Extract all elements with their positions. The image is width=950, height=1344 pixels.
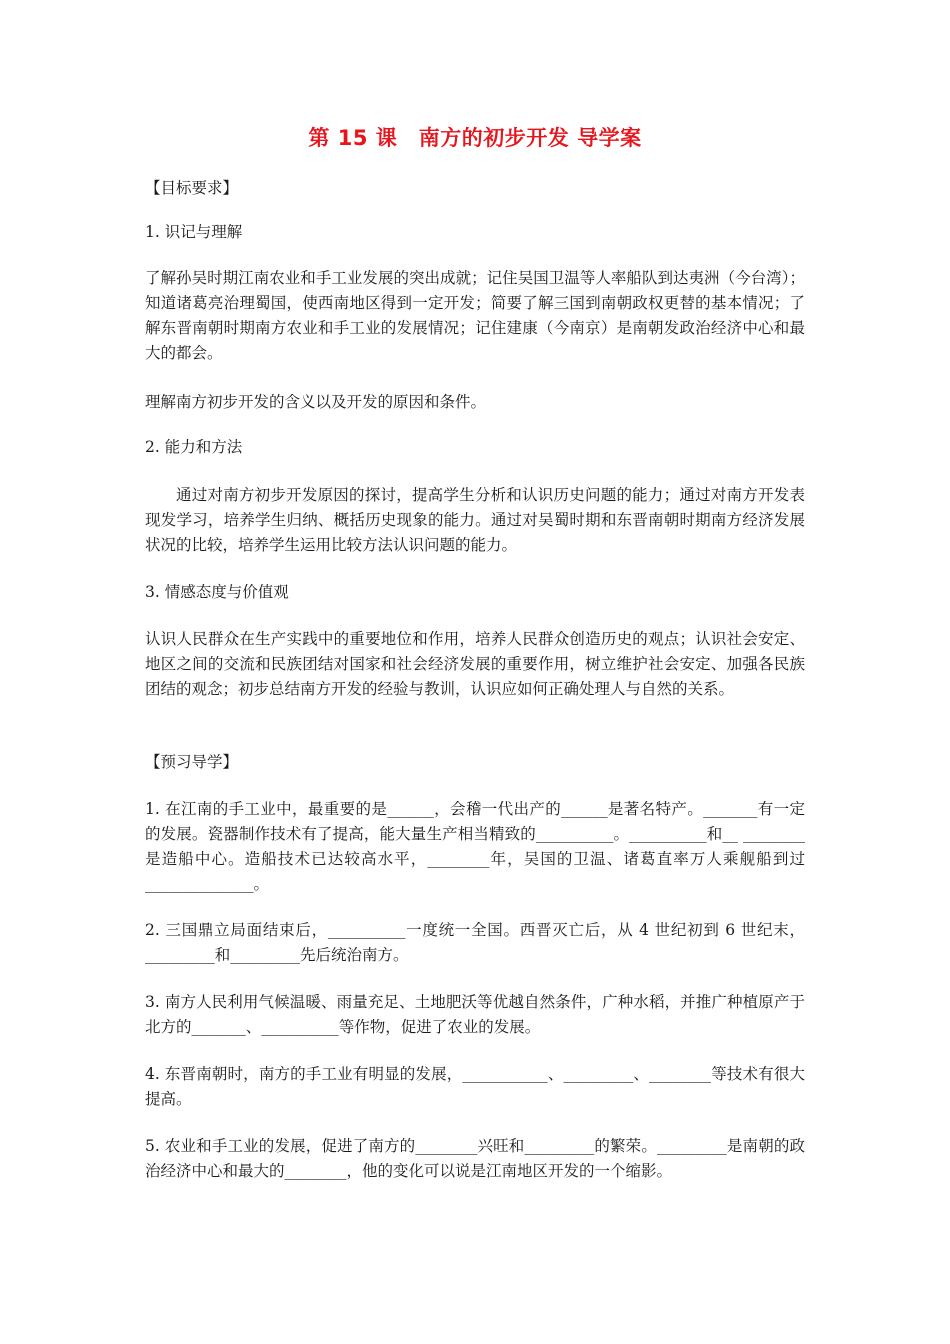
question-3: 3. 南方人民利用气候温暖、雨量充足、土地肥沃等优越自然条件，广种水稻，并推广种植原产于北方的_______、__________等作物，促进了农业的发展。: [145, 993, 805, 1036]
question-2: 2. 三国鼎立局面结束后，__________一度统一全国。西晋灭亡后，从 4 世纪初到 6 世纪末，_________和_________先后统治南方。: [145, 921, 805, 964]
question-5: 5. 农业和手工业的发展，促进了南方的________兴旺和_________的繁荣。_________是南朝的政治经济中心和最大的________，他的变化可以说是江南地区开发的一个缩影。: [145, 1137, 805, 1180]
goal1-heading: 1. 识记与理解: [145, 223, 243, 241]
goal3-paragraph: 认识人民群众在生产实践中的重要地位和作用，培养人民群众创造历史的观点；认识社会安定、地区之间的交流和民族团结对国家和社会经济发展的重要作用，树立维护社会安定、加强各民族团结的观念；初步总结南方开发的经验与教训，认识应如何正确处理人与自然的关系。: [145, 630, 805, 698]
goal2-paragraph: 通过对南方初步开发原因的探讨，提高学生分析和认识历史问题的能力；通过对南方开发表现发学习，培养学生归纳、概括历史现象的能力。通过对吴蜀时期和东晋南朝时期南方经济发展状况的比较，培养学生运用比较方法认识问题的能力。: [145, 486, 805, 554]
goal1-paragraph-2: 理解南方初步开发的含义以及开发的原因和条件。: [145, 393, 487, 411]
preview-heading: 【预习导学】: [145, 753, 239, 771]
question-4: 4. 东晋南朝时，南方的手工业有明显的发展，___________、_________、________等技术有很大提高。: [145, 1065, 805, 1108]
goal1-paragraph: 了解孙吴时期江南农业和手工业发展的突出成就；记住吴国卫温等人率船队到达夷洲（今台湾）；知道诸葛亮治理蜀国，使西南地区得到一定开发；简要了解三国到南朝政权更替的基本情况；了解东晋南朝时期南方农业和手工业的发展情况；记住建康（今南京）是南朝发政治经济中心和最大的都会。: [145, 269, 805, 362]
goal2-heading: 2. 能力和方法: [145, 438, 243, 456]
goals-heading: 【目标要求】: [145, 179, 239, 197]
page-title: 第 15 课 南方的初步开发 导学案: [308, 126, 642, 150]
goal3-heading: 3. 情感态度与价值观: [145, 583, 289, 601]
question-1: 1. 在江南的手工业中，最重要的是______，会稽一代出产的______是著名特产。_______有一定的发展。瓷器制作技术有了提高，能大量生产相当精致的__________。__________和__ ________是造船中心。造船技术已达较高水平，________年，吴国的卫温、诸葛直率万人乘舰船到过______________。: [145, 800, 805, 893]
